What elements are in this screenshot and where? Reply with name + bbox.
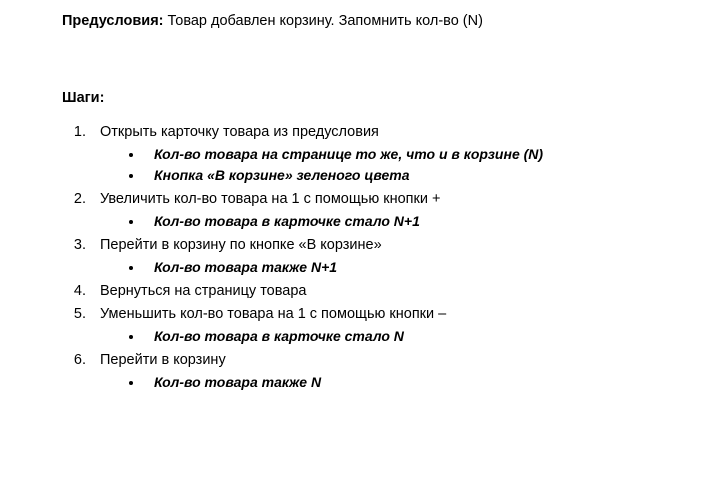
expected-result-list xyxy=(100,211,680,232)
step-text: Увеличить кол-во товара на 1 с помощью кнопки + xyxy=(100,190,441,207)
step-item xyxy=(90,350,680,393)
expected-result-list xyxy=(100,372,680,393)
steps-list xyxy=(62,122,680,393)
precondition-text: Товар добавлен корзину. Запомнить кол-во (N) xyxy=(163,13,483,29)
precondition-label: Предусловия: xyxy=(62,13,164,29)
step-text: Открыть карточку товара из предусловия xyxy=(100,123,379,140)
expected-result-item: • Кнопка «В корзине» зеленого цвета xyxy=(144,165,680,186)
step-text: Перейти в корзину xyxy=(100,351,226,368)
steps-heading: Шаги: xyxy=(62,89,105,106)
step-item xyxy=(90,235,680,278)
expected-result-item: • Кол-во товара в карточке стало N xyxy=(144,326,680,347)
step-item xyxy=(90,122,680,186)
step-item xyxy=(90,189,680,232)
step-item xyxy=(90,281,680,302)
expected-result-item: • Кол-во товара на странице то же, что и в корзине (N) xyxy=(144,144,680,165)
expected-result-item: • Кол-во товара в карточке стало N+1 xyxy=(144,211,680,232)
step-item xyxy=(90,304,680,347)
expected-result-list xyxy=(100,257,680,278)
step-text: Перейти в корзину по кнопке «В корзине» xyxy=(100,236,382,253)
precondition-line xyxy=(62,8,680,32)
step-text: Уменьшить кол-во товара на 1 с помощью кнопки – xyxy=(100,305,447,322)
expected-result-item: • Кол-во товара также N+1 xyxy=(144,257,680,278)
expected-result-list xyxy=(100,326,680,347)
expected-result-item: • Кол-во товара также N xyxy=(144,372,680,393)
step-text: Вернуться на страницу товара xyxy=(100,282,307,299)
expected-result-list xyxy=(100,144,680,186)
